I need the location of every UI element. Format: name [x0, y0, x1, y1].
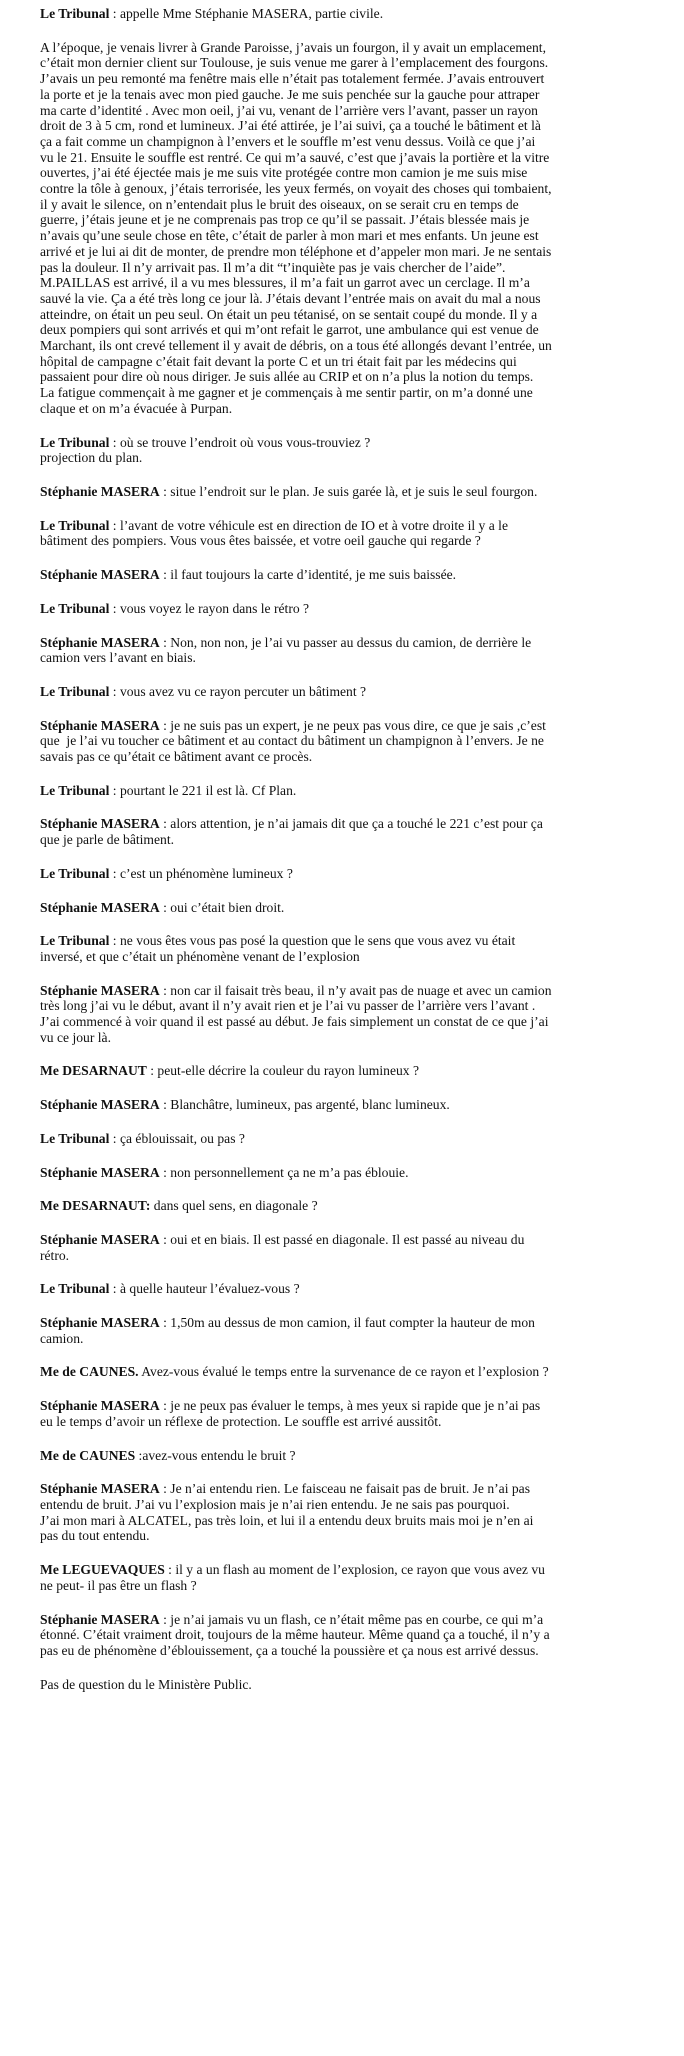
- speech-text: : appelle Mme Stéphanie MASERA, partie civile.: [109, 6, 384, 21]
- transcript-paragraph: [40, 1281, 670, 1297]
- transcript-paragraph: [40, 684, 670, 700]
- speech-text: : oui et en biais. Il est passé en diagonale. Il est passé au niveau du: [159, 1231, 525, 1247]
- speech-text: : l’avant de votre véhicule est en direction de IO et à votre droite il y a le: [109, 517, 508, 533]
- transcript-paragraph: [40, 635, 670, 666]
- paragraph-first-line: [40, 933, 670, 949]
- speaker-name: Le Tribunal: [40, 434, 110, 450]
- paragraph-line: ça a fait comme un champignon à l’envers et le souffle m’est venu dessus. Voilà ce que j’ai: [40, 133, 536, 149]
- speaker-name: Me de CAUNES.: [40, 1364, 139, 1380]
- paragraph-line: pas la douleur. Il n’y arrivait pas. Il m’a dit “t’inquiète pas je vais chercher de l’aide”.: [40, 259, 506, 275]
- paragraph-first-line: [40, 718, 670, 734]
- speaker-name: Me DESARNAUT: [40, 1063, 147, 1079]
- speech-text: : je ne peux pas évaluer le temps, à mes yeux si rapide que je n’ai pas: [159, 1398, 541, 1414]
- paragraph-line: passaient pour dire où nous diriger. Je suis allée au CRIP et on n’a plus la notion du temps.: [40, 369, 534, 385]
- transcript-paragraph: [40, 1398, 670, 1429]
- paragraph-first-line: [40, 1315, 670, 1331]
- speaker-name: Le Tribunal: [40, 865, 110, 881]
- transcript-paragraph: [40, 518, 670, 549]
- transcript-paragraph: [40, 40, 670, 417]
- transcript-paragraph: [40, 1364, 670, 1380]
- speech-text: : 1,50m au dessus de mon camion, il faut compter la hauteur de mon: [159, 1315, 535, 1331]
- paragraph-first-line: [40, 518, 670, 534]
- paragraph-line: inversé, et que c’était un phénomène venant de l’explosion: [40, 948, 360, 964]
- speaker-name: Le Tribunal: [40, 933, 110, 949]
- speech-text: : ça éblouissait, ou pas ?: [109, 1130, 245, 1146]
- paragraph-line: entendu de bruit. J’ai vu l’explosion mais je n’ai rien entendu. Je ne sais pas pourquoi.: [40, 1497, 510, 1512]
- transcript-paragraph: [40, 718, 670, 765]
- speaker-name: Stéphanie MASERA: [40, 717, 160, 733]
- transcript-paragraph: [40, 484, 670, 500]
- speaker-name: Stéphanie MASERA: [40, 634, 160, 650]
- transcript-paragraph: [40, 983, 670, 1046]
- paragraph-line: eu le temps d’avoir un réflexe de protection. Le souffle est arrivé aussitôt.: [40, 1413, 442, 1429]
- paragraph-line: contre la tôle à genoux, j’étais terrorisée, les yeux fermés, on voyait des choses qui tombaient,: [40, 181, 552, 197]
- speaker-name: Le Tribunal: [40, 6, 110, 21]
- paragraph-line: que je l’ai vu toucher ce bâtiment et au contact du bâtiment un champignon à l’envers. Je ne: [40, 733, 544, 749]
- paragraph-line: hôpital de campagne c’était fait devant la porte C et un tri était fait par les médecins qui: [40, 353, 517, 369]
- transcript-paragraph: [40, 1481, 670, 1544]
- paragraph-first-line: [40, 1481, 670, 1497]
- speaker-name: Stéphanie MASERA: [40, 1097, 160, 1113]
- speaker-name: Le Tribunal: [40, 1281, 110, 1297]
- transcript-paragraph: [40, 1198, 670, 1214]
- paragraph-first-line: [40, 1677, 670, 1693]
- transcript-paragraph: [40, 933, 670, 964]
- paragraph-line: que je parle de bâtiment.: [40, 832, 174, 848]
- transcript-document: [40, 6, 670, 1710]
- transcript-paragraph: [40, 783, 670, 799]
- speaker-name: Stéphanie MASERA: [40, 1481, 160, 1497]
- transcript-paragraph: [40, 435, 670, 466]
- paragraph-line: deux pompiers qui sont arrivés et qui m’ont refait le garrot, une ambulance qui est venue de: [40, 322, 539, 338]
- paragraph-line: sauvé la vie. Ça a été très long ce jour là. J’étais devant l’entrée mais on avait du mal a nous: [40, 290, 541, 306]
- paragraph-first-line: [40, 1063, 670, 1079]
- speech-text: : il y a un flash au moment de l’explosion, ce rayon que vous avez vu: [164, 1562, 545, 1578]
- speech-text: : peut-elle décrire la couleur du rayon lumineux ?: [146, 1063, 419, 1079]
- transcript-paragraph: [40, 1165, 670, 1181]
- speech-text: dans quel sens, en diagonale ?: [150, 1198, 318, 1214]
- speech-text: Pas de question du le Ministère Public.: [40, 1676, 252, 1692]
- speech-text: : à quelle hauteur l’évaluez-vous ?: [109, 1281, 300, 1297]
- paragraph-line: rétro.: [40, 1247, 70, 1263]
- speaker-name: Le Tribunal: [40, 1130, 110, 1146]
- paragraph-line: vu ce jour là.: [40, 1029, 111, 1045]
- speaker-name: Stéphanie MASERA: [40, 816, 160, 832]
- paragraph-line: ne peut- il pas être un flash ?: [40, 1577, 197, 1593]
- paragraph-line: projection du plan.: [40, 450, 143, 466]
- transcript-paragraph: [40, 1232, 670, 1263]
- paragraph-first-line: [40, 1097, 670, 1113]
- paragraph-line: ouvertes, j’ai été éjectée mais je me suis vite protégée contre mon camion je me suis mise: [40, 165, 528, 181]
- speaker-name: Stéphanie MASERA: [40, 982, 160, 998]
- paragraph-first-line: [40, 1612, 670, 1628]
- paragraph-first-line: [40, 1398, 670, 1414]
- transcript-paragraph: [40, 1448, 670, 1464]
- transcript-paragraph: [40, 1562, 670, 1593]
- paragraph-line: La fatigue commençait à me gagner et je commençais à me sentir partir, on m’a donné une: [40, 385, 533, 401]
- transcript-paragraph: [40, 1063, 670, 1079]
- paragraph-line: droit de 3 à 5 cm, rond et lumineux. J’ai été attirée, je l’ai suivi, ça a touché le bâtiment et là: [40, 118, 541, 134]
- speaker-name: Me DESARNAUT:: [40, 1198, 151, 1214]
- paragraph-first-line: [40, 1364, 670, 1380]
- transcript-paragraph: [40, 1677, 670, 1693]
- speaker-name: Stéphanie MASERA: [40, 899, 160, 915]
- paragraph-line: pas eu de phénomène d’éblouissement, ça a touché la poussière et ça nous est arrivé dessus.: [40, 1642, 539, 1658]
- paragraph-line: ma carte d’identité . Avec mon oeil, j’ai vu, venant de l’arrière vers l’avant, passer un rayon: [40, 102, 538, 118]
- paragraph-line: c’était mon dernier client sur Toulouse, je suis venue me garer à l’emplacement des fourgons.: [40, 55, 549, 71]
- speaker-name: Stéphanie MASERA: [40, 1398, 160, 1414]
- transcript-paragraph: [40, 1612, 670, 1659]
- paragraph-line: atteindre, on était un peu seul. On était un peu tétanisé, on se sentait coupé du monde. Il y a: [40, 306, 538, 322]
- paragraph-line: la porte et je la tenais avec mon pied gauche. Je me suis penchée sur la gauche pour attraper: [40, 86, 540, 102]
- speech-text: Avez-vous évalué le temps entre la survenance de ce rayon et l’explosion ?: [138, 1364, 549, 1380]
- paragraph-first-line: [40, 1131, 670, 1147]
- speech-text: : vous avez vu ce rayon percuter un bâtiment ?: [109, 683, 367, 699]
- speech-text: : je n’ai jamais vu un flash, ce n’était même pas en courbe, ce qui m’a: [159, 1611, 544, 1627]
- paragraph-line: pas du tout entendu.: [40, 1528, 150, 1544]
- speech-text: : je ne suis pas un expert, je ne peux pas vous dire, ce que je sais ,c’est: [159, 717, 546, 733]
- speech-text: : ne vous êtes vous pas posé la question que le sens que vous avez vu était: [109, 933, 516, 949]
- paragraph-line: Marchant, ils ont crevé tellement il y avait de débris, on a tous été allongés devant l’entrée, un: [40, 338, 552, 354]
- speech-text: : c’est un phénomène lumineux ?: [109, 865, 293, 881]
- speech-text: : où se trouve l’endroit où vous vous-trouviez ?: [109, 434, 371, 450]
- paragraph-line: il y avait le silence, on n’entendait plus le bruit des oiseaux, on se serait cru en temps de: [40, 196, 519, 212]
- paragraph-line: guerre, j’étais jeune et je ne comprenais pas trop ce qu’il se passait. J’étais blessée mais je: [40, 212, 530, 228]
- transcript-paragraph: [40, 1097, 670, 1113]
- paragraph-first-line: [40, 1165, 670, 1181]
- speech-text: : Blanchâtre, lumineux, pas argenté, blanc lumineux.: [159, 1097, 450, 1113]
- paragraph-first-line: [40, 900, 670, 916]
- paragraph-line: J’ai mon mari à ALCATEL, pas très loin, et lui il a entendu deux bruits mais moi je n’en ai: [40, 1512, 534, 1528]
- paragraph-line: J’ai commencé à voir quand il est passé au début. Je fais simplement un constat de ce que j’ai: [40, 1014, 549, 1030]
- paragraph-line: A l’époque, je venais livrer à Grande Paroisse, j’avais un fourgon, il y avait un emplacement,: [40, 39, 546, 55]
- speaker-name: Stéphanie MASERA: [40, 567, 160, 583]
- speaker-name: Me LEGUEVAQUES: [40, 1562, 165, 1578]
- speech-text: : Je n’ai entendu rien. Le faisceau ne faisait pas de bruit. Je n’ai pas: [159, 1481, 531, 1497]
- speaker-name: Stéphanie MASERA: [40, 1315, 160, 1331]
- speech-text: : non personnellement ça ne m’a pas éblouie.: [159, 1164, 409, 1180]
- paragraph-first-line: [40, 866, 670, 882]
- speaker-name: Stéphanie MASERA: [40, 1611, 160, 1627]
- paragraph-first-line: [40, 983, 670, 999]
- speaker-name: Me de CAUNES: [40, 1447, 136, 1463]
- paragraph-line: bâtiment des pompiers. Vous vous êtes baissée, et votre oeil gauche qui regarde ?: [40, 533, 481, 549]
- transcript-paragraph: [40, 567, 670, 583]
- paragraph-first-line: [40, 567, 670, 583]
- speech-text: : Non, non non, je l’ai vu passer au dessus du camion, de derrière le: [159, 634, 532, 650]
- speaker-name: Le Tribunal: [40, 782, 110, 798]
- speaker-name: Le Tribunal: [40, 517, 110, 533]
- paragraph-first-line: [40, 816, 670, 832]
- speech-text: : oui c’était bien droit.: [159, 899, 285, 915]
- paragraph-line: très long j’ai vu le début, avant il n’y avait rien et je l’ai vu passer de l’arrière vers l’avant .: [40, 998, 536, 1014]
- paragraph-line: arrivé et je lui ai dit de monter, de prendre mon téléphone et d’appeler mon mari. Je ne sentais: [40, 243, 552, 259]
- transcript-paragraph: [40, 900, 670, 916]
- paragraph-first-line: [40, 1232, 670, 1248]
- paragraph-first-line: [40, 6, 670, 22]
- transcript-paragraph: [40, 1131, 670, 1147]
- paragraph-first-line: [40, 1281, 670, 1297]
- speech-text: : alors attention, je n’ai jamais dit que ça a touché le 221 c’est pour ça: [159, 816, 543, 832]
- paragraph-line: vu le 21. Ensuite le souffle est rentré. Ce qui m’a sauvé, c’est que j’avais la portière et la vitre: [40, 149, 550, 165]
- paragraph-line: camion vers l’avant en biais.: [40, 650, 196, 666]
- paragraph-line: claque et on m’a évacuée à Purpan.: [40, 400, 233, 416]
- paragraph-first-line: [40, 435, 670, 451]
- speaker-name: Le Tribunal: [40, 683, 110, 699]
- paragraph-line: n’avais qu’une seule chose en tête, c’était de parler à mon mari et mes enfants. Un jeune est: [40, 228, 539, 244]
- speech-text: : non car il faisait très beau, il n’y avait pas de nuage et avec un camion: [159, 982, 552, 998]
- paragraph-line: J’avais un peu remonté ma fenêtre mais elle n’était pas totalement fermée. J’avais entrouvert: [40, 71, 545, 87]
- speech-text: : vous voyez le rayon dans le rétro ?: [109, 600, 310, 616]
- speech-text: : situe l’endroit sur le plan. Je suis garée là, et je suis le seul fourgon.: [159, 483, 538, 499]
- paragraph-first-line: [40, 484, 670, 500]
- transcript-paragraph: [40, 601, 670, 617]
- transcript-paragraph: [40, 816, 670, 847]
- speaker-name: Stéphanie MASERA: [40, 1231, 160, 1247]
- paragraph-line: M.PAILLAS est arrivé, il a vu mes blessures, il m’a fait un garrot avec un cerclage. Il m’a: [40, 275, 530, 291]
- paragraph-line: savais pas ce qu’était ce bâtiment avant ce procès.: [40, 749, 313, 765]
- speaker-name: Stéphanie MASERA: [40, 483, 160, 499]
- paragraph-first-line: [40, 635, 670, 651]
- paragraph-line: étonné. C’était vraiment droit, toujours de la même hauteur. Même quand ça a touché, il n’y a: [40, 1627, 550, 1643]
- speech-text: : pourtant le 221 il est là. Cf Plan.: [109, 782, 297, 798]
- paragraph-first-line: [40, 1562, 670, 1578]
- paragraph-line: camion.: [40, 1330, 84, 1346]
- paragraph-first-line: [40, 1198, 670, 1214]
- paragraph-first-line: [40, 783, 670, 799]
- paragraph-first-line: [40, 684, 670, 700]
- paragraph-first-line: [40, 1448, 670, 1464]
- transcript-paragraph: [40, 1315, 670, 1346]
- transcript-paragraph: [40, 866, 670, 882]
- speaker-name: Stéphanie MASERA: [40, 1164, 160, 1180]
- speaker-name: Le Tribunal: [40, 600, 110, 616]
- speech-text: : il faut toujours la carte d’identité, je me suis baissée.: [159, 567, 457, 583]
- speech-text: :avez-vous entendu le bruit ?: [135, 1447, 296, 1463]
- paragraph-first-line: [40, 601, 670, 617]
- transcript-paragraph: [40, 6, 670, 22]
